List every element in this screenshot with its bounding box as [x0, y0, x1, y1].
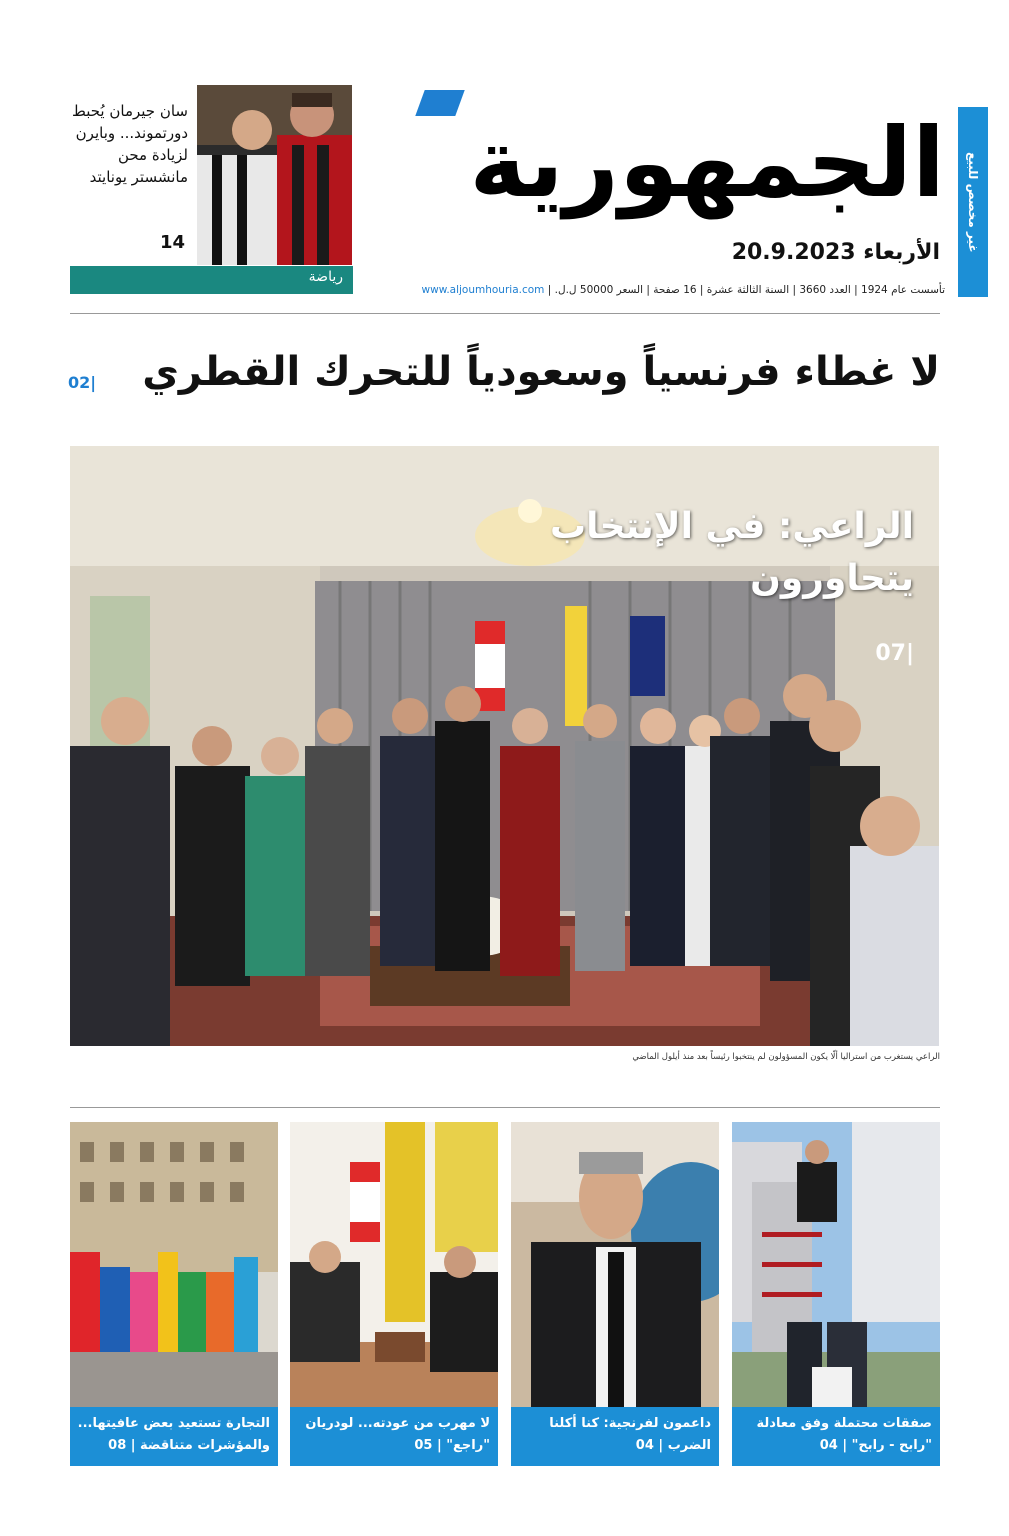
story-photo [70, 1122, 278, 1407]
story-headline[interactable]: صفقات محتملة وفق معادلة "رابح - رابح" | 04 [756, 1416, 932, 1453]
issue-date: الأربعاء 20.9.2023 [731, 240, 940, 265]
logo-text: الجمهورية [469, 107, 945, 219]
story-card[interactable] [732, 1122, 940, 1466]
main-photo[interactable] [70, 446, 939, 1046]
sport-headline[interactable]: سان جيرمان يُحبط دورتموند... وبايرن لزيادة محن مانشستر يونايتد [71, 102, 188, 186]
story-bar [290, 1407, 498, 1466]
issue-details: تأسست عام 1924 | العدد 3660 | السنة الثالثة عشرة | 16 صفحة | السعر 50000 ل.ل. | [547, 284, 945, 296]
photo-caption: الراعي يستغرب من استراليا ألّا يكون المسؤولون لم ينتخبوا رئيساً بعد منذ أيلول الماضي [632, 1052, 940, 1062]
story-headline[interactable]: التجارة تستعيد بعض عافيتها... والمؤشرات متناقضة | 08 [77, 1416, 270, 1453]
sport-section-bar[interactable] [70, 266, 353, 294]
sport-section-label: رياضة [308, 269, 343, 285]
photo-page-number: 07| [875, 641, 914, 666]
story-card[interactable] [511, 1122, 719, 1466]
divider [70, 1107, 940, 1108]
story-bar [70, 1407, 278, 1466]
headline-page-number: 02| [68, 373, 97, 392]
logo-accent-mark [415, 90, 464, 116]
story-headline[interactable]: لا مهرب من عودته... لودريان "راجع" | 05 [305, 1416, 490, 1453]
story-bar [732, 1407, 940, 1466]
website-link[interactable]: www.aljoumhouria.com [421, 284, 545, 296]
masthead-info [370, 284, 945, 296]
not-for-sale-tab: غير مخصص للبيع [958, 107, 988, 297]
sport-photo[interactable] [197, 85, 352, 265]
sport-page-number: 14 [159, 232, 185, 253]
story-photo [511, 1122, 719, 1407]
photo-headline[interactable]: الراعي: في الإنتخاب يتحاورون [549, 506, 914, 599]
divider [70, 313, 940, 314]
main-headline[interactable]: لا غطاء فرنسياً وسعودياً للتحرك القطري [142, 349, 940, 395]
newspaper-logo[interactable] [415, 88, 945, 238]
story-photo [732, 1122, 940, 1407]
story-card[interactable] [70, 1122, 278, 1466]
story-photo [290, 1122, 498, 1407]
story-card[interactable] [290, 1122, 498, 1466]
story-headline[interactable]: داعمون لفرنجية: كنا أكلنا الضرب | 04 [549, 1416, 711, 1453]
story-bar [511, 1407, 719, 1466]
